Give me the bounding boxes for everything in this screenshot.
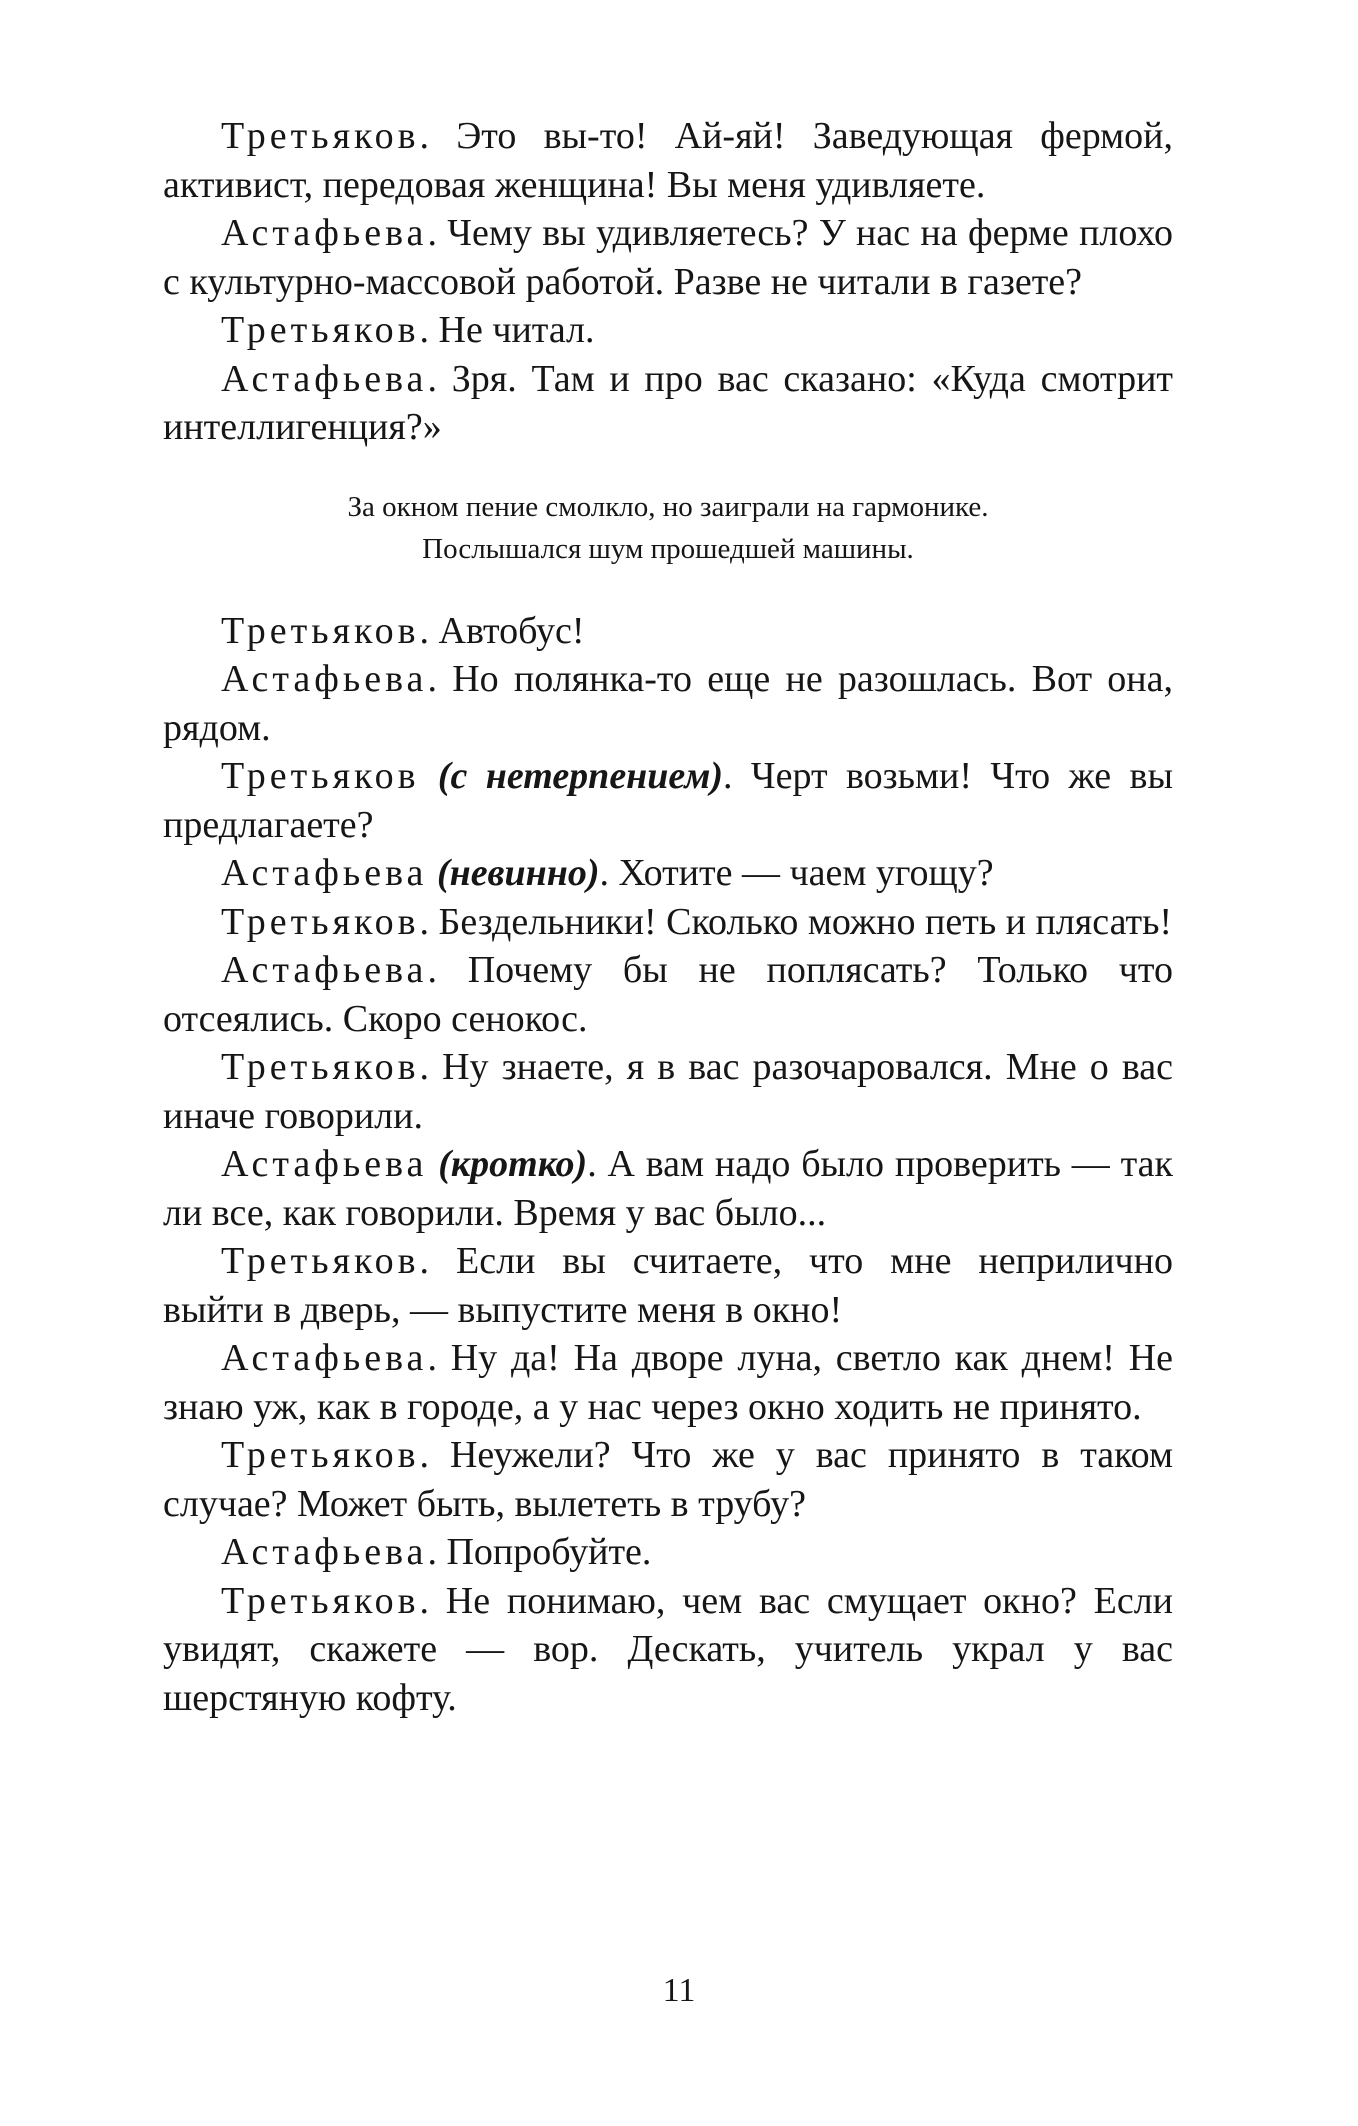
stage-direction bbox=[163, 486, 1173, 570]
speaker-name: Астафьева bbox=[221, 852, 428, 894]
speech-text: А вам надо было проверить — так ли все, как говорили. Время у вас было... bbox=[163, 1143, 1173, 1234]
page-number: 11 bbox=[662, 1972, 696, 2009]
speech-text: Автобус! bbox=[438, 609, 585, 652]
speech-text: Неужели? Что же у вас принято в таком случае? Может быть, вылететь в трубу? bbox=[163, 1434, 1174, 1525]
stage-remark: (невинно) bbox=[436, 852, 600, 894]
speech-text: Чему вы удивляетесь? У нас на ферме плохо с культурно-массовой работой. Разве не читали в газете? bbox=[163, 212, 1174, 303]
dialogue-line: Астафьева. Но полянка-то еще не разошлась. Вот она, рядом. bbox=[163, 658, 1174, 749]
speaker-name: Астафьева bbox=[221, 357, 428, 400]
dialogue-line: Астафьева (невинно). Хотите — чаем угощу? bbox=[221, 852, 994, 894]
speaker-name: Третьяков bbox=[221, 1579, 420, 1622]
speech-text: Ну знаете, я в вас разочаровался. Мне о вас иначе говорили. bbox=[163, 1046, 1174, 1137]
dialogue-line: Астафьева. Чему вы удивляетесь? У нас на ферме плохо с культурно-массовой работой. Разве не читали в газете? bbox=[163, 212, 1174, 303]
dialogue-line: Астафьева (кротко). А вам надо было проверить — так ли все, как говорили. Время у вас было... bbox=[163, 1143, 1173, 1234]
speaker-name: Астафьева bbox=[221, 1143, 428, 1185]
speaker-name: Третьяков bbox=[221, 115, 420, 157]
speaker-name: Третьяков bbox=[221, 1046, 420, 1088]
dialogue-line: Третьяков. Не понимаю, чем вас смущает окно? Если увидят, скажете — вор. Дескать, учитель украл у вас шерстяную кофту. bbox=[163, 1579, 1173, 1719]
speech-text: Попробуйте. bbox=[446, 1531, 652, 1573]
speech-text: Хотите — чаем угощу? bbox=[618, 852, 994, 894]
stage-direction-line-2: Послышался шум прошедшей машины. bbox=[422, 532, 914, 565]
dialogue-line: Третьяков. Если вы считаете, что мне неприлично выйти в дверь, — выпустите меня в окно! bbox=[163, 1240, 1174, 1331]
speaker-name: Третьяков bbox=[221, 609, 420, 652]
speaker-name: Третьяков bbox=[221, 755, 420, 797]
dialogue-line: Астафьева. Зря. Там и про вас сказано: «Куда смотрит интеллигенция?» bbox=[163, 357, 1174, 448]
speaker-name: Астафьева bbox=[221, 1531, 428, 1573]
speech-text: Почему бы не поплясать? Только что отсеялись. Скоро сенокос. bbox=[163, 949, 1173, 1040]
speech-text: Не читал. bbox=[438, 309, 595, 351]
speaker-name: Астафьева bbox=[221, 212, 428, 254]
dialogue-line: Астафьева. Почему бы не поплясать? Только что отсеялись. Скоро сенокос. bbox=[163, 949, 1173, 1040]
speech-text: Это вы-то! Ай-яй! Заведующая фермой, активист, передовая женщина! Вы меня удивляете. bbox=[163, 115, 1174, 206]
dialogue-block-after bbox=[163, 607, 1173, 1723]
speaker-name: Третьяков bbox=[221, 1240, 420, 1282]
speech-text: Черт возьми! Что же вы предлагаете? bbox=[163, 755, 1174, 846]
speaker-name: Астафьева bbox=[221, 949, 428, 991]
speaker-name: Астафьева bbox=[221, 1337, 428, 1379]
stage-remark: (с нетерпением) bbox=[437, 755, 724, 797]
stage-remark: (кротко) bbox=[438, 1143, 588, 1185]
dialogue-line: Астафьева. Попробуйте. bbox=[221, 1531, 652, 1573]
speech-text: Бездельники! Сколько можно петь и плясать! bbox=[438, 900, 1173, 943]
dialogue-line: Третьяков. Автобус! bbox=[221, 609, 585, 652]
dialogue-line: Третьяков. Не читал. bbox=[221, 309, 595, 351]
speaker-name: Третьяков bbox=[221, 1434, 420, 1476]
dialogue-line: Третьяков (с нетерпением). Черт возьми! Что же вы предлагаете? bbox=[163, 755, 1174, 846]
speaker-name: Астафьева bbox=[221, 658, 428, 700]
dialogue-line: Третьяков. Неужели? Что же у вас принято в таком случае? Может быть, вылететь в трубу? bbox=[163, 1434, 1174, 1525]
speaker-name: Третьяков bbox=[221, 309, 420, 351]
dialogue-block-before bbox=[163, 112, 1173, 452]
speech-text: Ну да! На дворе луна, светло как днем! Не знаю уж, как в городе, а у нас через окно ходить не принято. bbox=[163, 1337, 1174, 1428]
speech-text: Не понимаю, чем вас смущает окно? Если увидят, скажете — вор. Дескать, учитель украл у вас шерстяную кофту. bbox=[163, 1579, 1173, 1719]
speech-text: Если вы считаете, что мне неприлично выйти в дверь, — выпустите меня в окно! bbox=[163, 1240, 1174, 1331]
dialogue-line: Третьяков. Ну знаете, я в вас разочаровался. Мне о вас иначе говорили. bbox=[163, 1046, 1174, 1137]
speaker-name: Третьяков bbox=[221, 900, 420, 943]
speech-text: Зря. Там и про вас сказано: «Куда смотрит интеллигенция?» bbox=[163, 357, 1174, 448]
dialogue-line: Третьяков. Бездельники! Сколько можно петь и плясать! bbox=[221, 900, 1173, 943]
speech-text: Но полянка-то еще не разошлась. Вот она, рядом. bbox=[163, 658, 1174, 749]
stage-direction-line-1: За окном пение смолкло, но заиграли на гармонике. bbox=[347, 490, 989, 523]
dialogue-line: Астафьева. Ну да! На дворе луна, светло как днем! Не знаю уж, как в городе, а у нас через окно ходить не принято. bbox=[163, 1337, 1174, 1428]
dialogue-line: Третьяков. Это вы-то! Ай-яй! Заведующая фермой, активист, передовая женщина! Вы меня удивляете. bbox=[163, 115, 1174, 206]
page-body bbox=[163, 112, 1173, 1722]
